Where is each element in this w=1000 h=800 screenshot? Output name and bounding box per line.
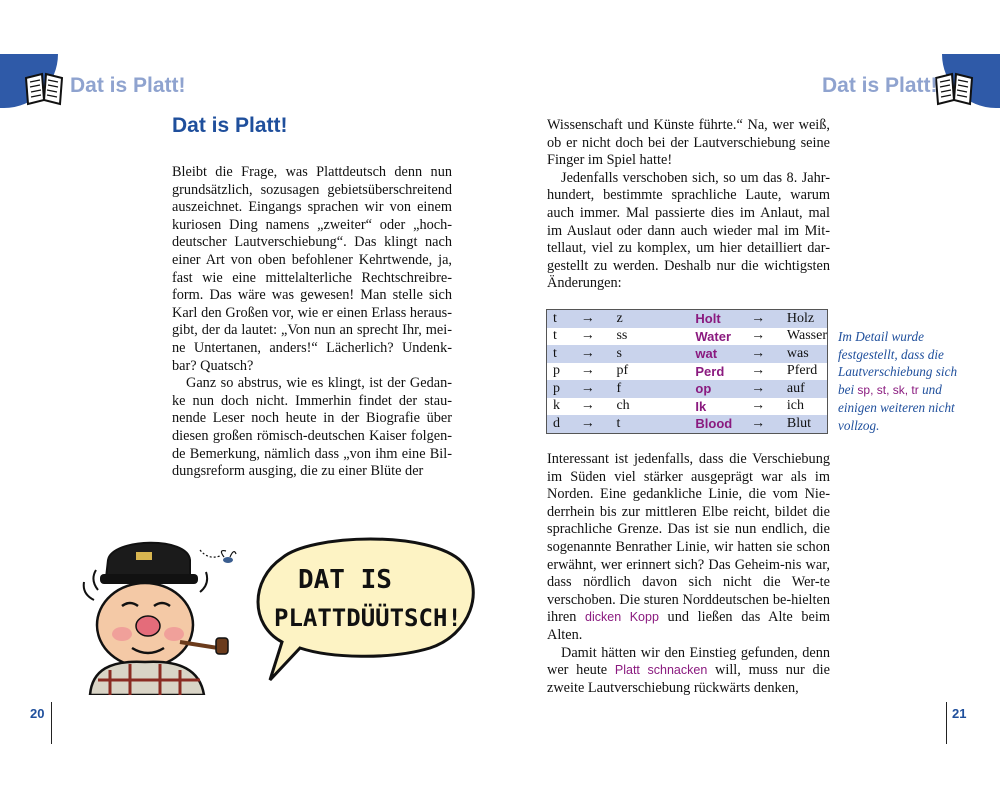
paragraph-text: Damit hätten wir den Einstieg gefunden, denn wer heute (547, 644, 830, 679)
table-cell-platt: wat (695, 346, 718, 362)
paragraph: Jedenfalls verschoben sich, so um das 8. Jahr-hundert, bestimmte sprachliche Laute, warum auch immer. Mal passierte dies im Anlaut, mal im Auslaut oder dann auch wieder mal im Mit-tellaut, viel zu komplex, um hier detailliert dar-gestellt zu werden. Deshalb nur die wichtigsten Änderungen: (547, 169, 830, 292)
table-cell-hoch: Blut (786, 415, 812, 431)
paragraph: Bleibt die Frage, was Plattdeutsch denn nun grundsätzlich, sozusagen gebietsüberschreitend auszeichnet. Eingangs sprachen wir von einem kuriosen Ding namens „zweiter“ oder „hoch-deutscher Lautverschiebung“. Das klingt nach einer Art von oben befohlener Kehrtwende, ja, fast wie eine mittelalterliche Rechtschreibre-form. Das wäre was gewesen! Man stelle sich Karl den Großen vor, wie er einen Erlass heraus-gibt, der da lautet: „Von nun an sprecht Ihr, mei-ne Untertanen, anders!“ Lächerlich? Undenk-bar? Quatsch? (172, 164, 452, 374)
table-cell-to: t (616, 415, 621, 431)
table-cell-to: ch (616, 398, 630, 414)
table-cell-arrow2: → (751, 310, 766, 326)
platt-phrase: Platt schnacken (614, 663, 708, 678)
table-cell-platt: Ik (695, 398, 707, 414)
table-row (547, 398, 828, 416)
table-cell-arrow: → (580, 310, 595, 326)
table-cell-to: f (616, 380, 622, 396)
table-cell-arrow2: → (751, 380, 766, 396)
table-cell-arrow2: → (751, 415, 766, 431)
platt-phrase: dicken Kopp (585, 610, 659, 625)
table-cell-platt: Holt (695, 311, 721, 327)
table-cell-hoch: auf (786, 380, 805, 396)
table-row (547, 345, 828, 363)
table-cell-from: t (553, 328, 557, 344)
page-number-rule-left (51, 702, 52, 744)
page-number-rule-right (946, 702, 947, 744)
table-cell-from: k (553, 398, 560, 414)
margin-note (838, 328, 968, 435)
table-cell-from: t (553, 310, 557, 326)
speech-bubble-line2: PLATTDÜÜTSCH! (274, 604, 462, 632)
table-cell-arrow2: → (751, 398, 766, 414)
table-cell-hoch: ich (786, 398, 805, 414)
table-row (547, 328, 828, 346)
table-cell-to: z (616, 310, 623, 326)
table-cell-arrow: → (580, 328, 595, 344)
open-book-icon (22, 70, 66, 106)
table-row (547, 310, 828, 328)
table-cell-hoch: Holz (786, 310, 815, 326)
left-text-column (172, 164, 452, 481)
table-cell-to: pf (616, 363, 629, 379)
table-cell-from: t (553, 345, 557, 361)
paragraph (547, 645, 830, 698)
speech-bubble-line1: DAT IS (298, 565, 392, 595)
cartoon-illustration (50, 530, 480, 695)
margin-note-text-end: und einigen weiteren nicht vollzog. (838, 381, 955, 433)
table-cell-hoch: Wasser (786, 328, 827, 344)
right-text-column-top (547, 117, 830, 293)
table-cell-platt: op (695, 381, 712, 397)
paragraph-text: will, muss nur die zweite Lautverschiebung rückwärts denken, (547, 662, 830, 696)
table-cell-platt: Perd (695, 363, 725, 379)
paragraph (547, 451, 830, 645)
right-text-column-bottom (547, 451, 830, 697)
table-cell-arrow: → (580, 380, 595, 396)
table-cell-hoch: was (786, 345, 809, 361)
paragraph-text: Interessant ist jedenfalls, dass die Verschiebung im Süden viel stärker ausgeprägt war als im Norden. Eine gedankliche Linie, die vom Nie-derrhein bis zur mittleren Elbe reicht, bildet die sprachliche Grenze. Das ist sie nun endlich, die sogenannte Benrather Linie, wir hatten sie schon erwähnt, wer erinnert sich? Das Geheim-nis war, dass nördlich davon sich nicht die Wer-te verschoben. Die sturen Norddeutschen be-hielten ihren (547, 451, 830, 626)
table-cell-arrow2: → (751, 363, 766, 379)
sound-shift-table (546, 309, 828, 434)
table-cell-to: ss (616, 328, 628, 344)
page-number-right: 21 (952, 706, 967, 721)
table-cell-from: p (553, 363, 560, 379)
table-cell-arrow: → (580, 363, 595, 379)
paragraph-text: und ließen das Alte beim Alten. (547, 609, 830, 643)
paragraph: Wissenschaft und Künste führte.“ Na, wer weiß, ob er nicht doch bei der Lautverschiebung seine Finger im Spiel hatte! (547, 117, 830, 169)
table-cell-arrow: → (580, 398, 595, 414)
table-cell-arrow: → (580, 345, 595, 361)
table-cell-arrow: → (580, 415, 595, 431)
table-cell-from: d (553, 415, 560, 431)
table-cell-platt: Blood (695, 416, 733, 432)
table-cell-arrow2: → (751, 345, 766, 361)
table-cell-from: p (553, 380, 560, 396)
table-cell-arrow2: → (751, 328, 766, 344)
table-cell-hoch: Pferd (786, 363, 818, 379)
chapter-title: Dat is Platt! (172, 114, 288, 137)
table-row (547, 415, 828, 433)
margin-note-text: Im Detail wurde festgestellt, dass die Lautverschiebung sich bei (838, 329, 958, 397)
page-number-left: 20 (30, 706, 45, 721)
table-cell-platt: Water (695, 328, 732, 344)
running-header-right: Dat is Platt! (822, 74, 938, 97)
open-book-icon (932, 70, 976, 106)
table-row (547, 380, 828, 398)
running-header-left: Dat is Platt! (70, 74, 186, 97)
table-row (547, 363, 828, 381)
table-cell-to: s (616, 345, 622, 361)
paragraph: Ganz so abstrus, wie es klingt, ist der Gedan-ke nun doch nicht. Immerhin findet der stau-nende Leser noch heute in der Biografie über diesen großen römisch-deutschen Kaiser folgen-de Bemerkung, nämlich dass „von ihm eine Bil-dungsreform ausging, die zu einer Blüte der (172, 375, 452, 480)
margin-note-clusters: sp, st, sk, tr (857, 382, 919, 397)
